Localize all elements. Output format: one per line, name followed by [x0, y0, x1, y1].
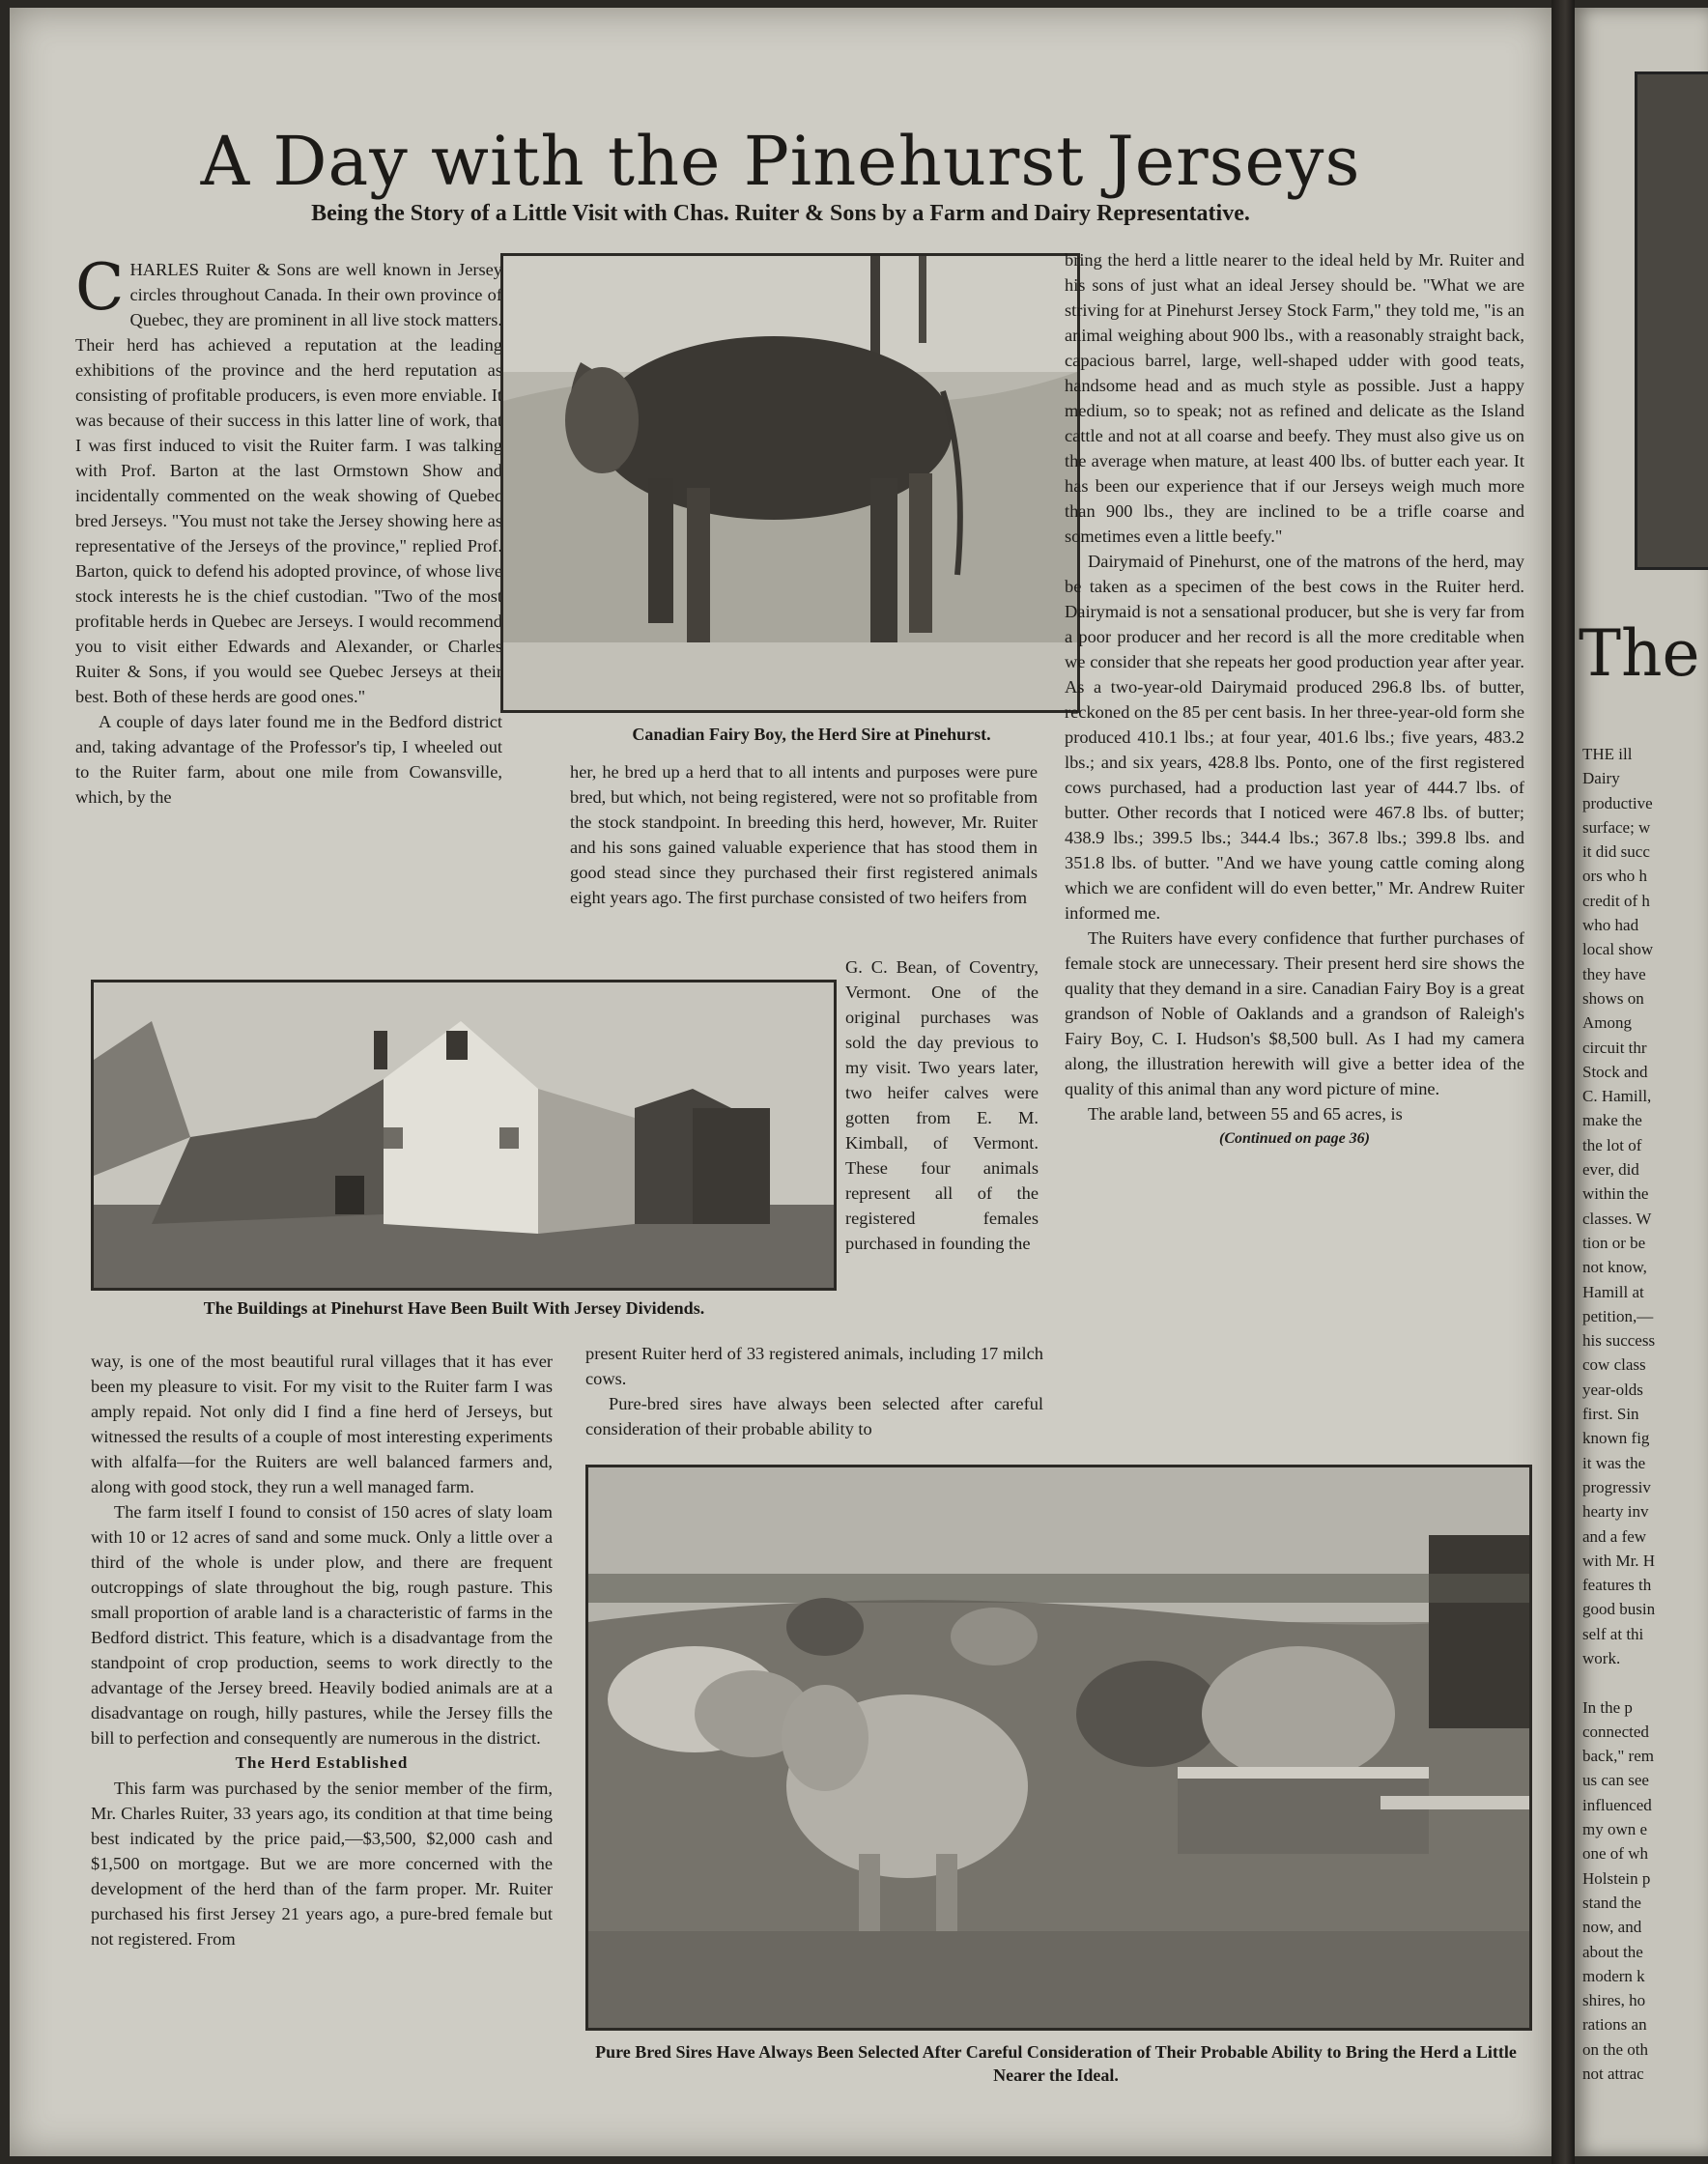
- adjacent-text-line: C. Hamill,: [1582, 1087, 1652, 1106]
- adjacent-text-line: and a few: [1582, 1526, 1647, 1546]
- adjacent-text-line: features th: [1582, 1576, 1652, 1595]
- adjacent-text-line: my own e: [1582, 1820, 1648, 1839]
- adjacent-text-line: one of wh: [1582, 1844, 1648, 1864]
- paragraph: Pure-bred sires have always been selected after careful consideration of their probable ability to: [585, 1394, 1043, 1438]
- column-2-top: [570, 759, 1038, 910]
- adjacent-text-line: within the: [1582, 1184, 1649, 1204]
- adjacent-text-line: petition,—: [1582, 1306, 1654, 1325]
- adjacent-text-line: stand the: [1582, 1893, 1641, 1912]
- adjacent-text-line: local show: [1582, 940, 1654, 959]
- adjacent-text-line: first. Sin: [1582, 1405, 1639, 1424]
- column-1-top: [75, 250, 502, 810]
- adjacent-text-line: classes. W: [1582, 1209, 1652, 1228]
- adjacent-text-line: about the: [1582, 1942, 1643, 1961]
- adjacent-page: [1575, 8, 1708, 2156]
- adjacent-photo: [1635, 71, 1708, 570]
- paragraph: Dairymaid of Pinehurst, one of the matrons of the herd, may be taken as a specimen of the best cows in the Ruiter herd. Dairymaid is not a sensational producer, but she is very far from a poor producer and her record is all the more creditable when we consider that she repeats her good production year after year. As a two-year-old Dairymaid produced 296.8 lbs. of butter, reckoned on the 85 per cent basis. In her three-year-old form she produced 410.1 lbs.; at four year, 401.6 lbs.; five years, 483.2 lbs.; and six years, 428.8 lbs. Ponto, one of the first registered cows purchased, had a production last year of 444.7 lbs. of butter. Other records that I noticed were 467.8 lbs. of butter; 438.9 lbs.; 399.5 lbs.; 344.4 lbs.; 367.8 lbs.; 399.8 lbs. and 351.8 lbs. of butter. "And we have young cattle coming along which we are confident will do even better," Mr. Andrew Ruiter informed me.: [1065, 552, 1524, 923]
- adjacent-text-line: credit of h: [1582, 891, 1650, 910]
- adjacent-text-line: shows on: [1582, 988, 1644, 1008]
- caption-herd: Pure Bred Sires Have Always Been Selected After Careful Consideration of Their Probable Ability to Bring the Herd a Little Nearer the Ideal.: [595, 2042, 1517, 2085]
- bull-illustration: [503, 256, 1077, 710]
- section-heading: The Herd Established: [235, 1753, 409, 1772]
- adjacent-text-line: now, and: [1582, 1918, 1642, 1937]
- adjacent-text-line: cow class: [1582, 1355, 1646, 1375]
- adjacent-text-line: tion or be: [1582, 1233, 1646, 1252]
- adjacent-text-line: with Mr. H: [1582, 1551, 1656, 1570]
- adjacent-text-line: they have: [1582, 964, 1646, 983]
- paragraph: way, is one of the most beautiful rural villages that it has ever been my pleasure to visit. For my visit to the Ruiter farm I was amply repaid. Not only did I find a fine herd of Jerseys, but witnessed the results of a couple of most interesting experiments with alfalfa—for the Ruiters are well balanced farmers and, along with good stock, they run a well managed farm.: [91, 1352, 553, 1496]
- adjacent-text-line: rations an: [1582, 2015, 1647, 2035]
- adjacent-text-line: THE ill: [1582, 745, 1633, 763]
- adjacent-text-line: connected: [1582, 1722, 1649, 1741]
- adjacent-text-line: it was the: [1582, 1453, 1646, 1472]
- newspaper-page: [10, 8, 1551, 2156]
- adjacent-text-line: [1582, 1670, 1708, 1694]
- adjacent-text-line: shires, ho: [1582, 1991, 1646, 2010]
- adjacent-text-line: not attrac: [1582, 2064, 1644, 2084]
- adjacent-text-line: known fig: [1582, 1429, 1650, 1448]
- herd-illustration: [588, 1467, 1529, 2028]
- adjacent-text-line: us can see: [1582, 1771, 1649, 1790]
- column-2-narrow: [845, 954, 1039, 1256]
- adjacent-text-line: not know,: [1582, 1258, 1647, 1277]
- adjacent-text-line: surface; w: [1582, 817, 1651, 837]
- adjacent-text-line: his success: [1582, 1331, 1656, 1351]
- photo-herd-sire: [500, 253, 1080, 713]
- adjacent-text-line: Stock and: [1582, 1062, 1648, 1081]
- adjacent-text-line: Among: [1582, 1013, 1632, 1033]
- column-2-middle: [585, 1341, 1043, 1441]
- adjacent-text-line: back," rem: [1582, 1747, 1654, 1766]
- adjacent-text-line: year-olds: [1582, 1380, 1643, 1399]
- drop-cap: C: [75, 250, 125, 325]
- photo-buildings: [91, 980, 837, 1291]
- paragraph: HARLES Ruiter & Sons are well known in Jersey circles throughout Canada. In their own province of Quebec, they are prominent in all live stock matters. Their herd has achieved a reputation at the leading exhibitions of the province and the herd reputation as consisting of profitable producers, is even more enviable. It was because of their success in this latter line of work, that I was first induced to visit the Ruiter farm. I was talking with Prof. Barton at the last Ormstown Show and incidentally commented on the weak showing of Quebec bred Jerseys. "You must not take the Jersey showing here as representative of the Jerseys of the province," replied Prof. Barton, quick to defend his adopted province, of whose live stock interests he is the chief custodian. "Two of the most profitable herds in Quebec are Jerseys. I would recommend you to visit either Edwards and Alexander, or Charles Ruiter & Sons, if you would see Quebec Jerseys at their best. Both of these herds are good ones.": [75, 260, 502, 706]
- paragraph: The arable land, between 55 and 65 acres, is: [1088, 1104, 1403, 1124]
- paragraph: G. C. Bean, of Coventry, Vermont. One of the original purchases was sold the day previous to my visit. Two years later, two heifer calves were gotten from E. M. Kimball, of Vermont. These four animals represent all of the registered females purchased in founding the: [845, 957, 1039, 1253]
- adjacent-text-line: ever, did: [1582, 1160, 1639, 1180]
- adjacent-text-line: make the: [1582, 1111, 1642, 1130]
- caption-buildings: The Buildings at Pinehurst Have Been Built With Jersey Dividends.: [203, 1298, 705, 1318]
- page-gutter: [1551, 0, 1575, 2164]
- paragraph: bring the herd a little nearer to the ideal held by Mr. Ruiter and his sons of just what an ideal Jersey should be. "What we are striving for at Pinehurst Jersey Stock Farm," they told me, "is an animal weighing about 900 lbs., with a reasonably straight back, capacious barrel, large, well-shaped udder with good teats, handsome head and as much style as possible. Just a happy medium, so to speak; not as refined and delicate as the Island cattle and not at all coarse and beefy. They must also give us on the average when mature, at least 400 lbs. of butter each year. It has been our experience that if our Jerseys weigh much more than 900 lbs., they are inclined to be a trifle coarse and sometimes even a little beefy.": [1065, 250, 1524, 546]
- adjacent-text-line: ors who h: [1582, 867, 1648, 886]
- photo-herd: [585, 1465, 1532, 2031]
- subheadline: Being the Story of a Little Visit with Chas. Ruiter & Sons by a Farm and Dairy Representative.: [311, 201, 1250, 226]
- caption-herd-sire: Canadian Fairy Boy, the Herd Sire at Pinehurst.: [632, 725, 991, 744]
- adjacent-text-line: circuit thr: [1582, 1038, 1647, 1057]
- adjacent-text-line: modern k: [1582, 1966, 1645, 1985]
- adjacent-title: The: [1579, 616, 1700, 691]
- adjacent-text-line: progressiv: [1582, 1477, 1651, 1496]
- adjacent-text-column: [1582, 742, 1708, 2086]
- paragraph: The farm itself I found to consist of 150 acres of slaty loam with 10 or 12 acres of sand and some muck. Only a little over a third of the whole is under plow, and there are frequent outcroppings of slate throughout the big, rough pasture. This small proportion of arable land is a characteristic of farms in the Bedford district. This feature, which is a disadvantage from the standpoint of crop production, seems to work directly to the advantage of the Jersey breed. Heavily bodied animals are at a disadvantage on rough, hilly pastures, while the Jersey fills the bill to perfection and consequently are numerous in the district.: [91, 1502, 553, 1748]
- column-3: [1065, 247, 1524, 1152]
- paragraph: A couple of days later found me in the Bedford district and, taking advantage of the Professor's tip, I wheeled out to the Ruiter farm, about one mile from Cowansville, which, by the: [75, 712, 502, 807]
- adjacent-text-line: on the oth: [1582, 2039, 1648, 2059]
- buildings-illustration: [94, 982, 834, 1288]
- adjacent-text-line: In the p: [1582, 1697, 1633, 1717]
- adjacent-text-line: influenced: [1582, 1795, 1652, 1814]
- paragraph: The Ruiters have every confidence that further purchases of female stock are unnecessary. Their present herd sire shows the quality that they demand in a sire. Canadian Fairy Boy is a great grandson of Noble of Oaklands and a grandson of Raleigh's Fairy Boy, C. I. Hudson's $8,500 bull. As I had my camera along, the illustration herewith will give a better idea of the quality of this animal than any word picture of mine.: [1065, 928, 1524, 1098]
- paragraph: present Ruiter herd of 33 registered animals, including 17 milch cows.: [585, 1344, 1043, 1388]
- adjacent-text-line: self at thi: [1582, 1624, 1644, 1643]
- paragraph: This farm was purchased by the senior member of the firm, Mr. Charles Ruiter, 33 years ago, its condition at that time being best indicated by the price paid,—$3,500, $2,000 cash and $1,500 on mortgage. But we are more concerned with the development of the herd than of the farm proper. Mr. Ruiter purchased his first Jersey 21 years ago, a pure-bred female but not registered. From: [91, 1779, 553, 1949]
- adjacent-text-line: who had: [1582, 916, 1639, 935]
- adjacent-text-line: Hamill at: [1582, 1282, 1644, 1301]
- continued-note: (Continued on page 36): [1218, 1130, 1370, 1147]
- column-1-bottom: [91, 1349, 553, 1951]
- adjacent-text-line: work.: [1582, 1648, 1621, 1667]
- adjacent-text-line: productive: [1582, 793, 1653, 812]
- adjacent-text-line: it did succ: [1582, 842, 1650, 862]
- adjacent-text-line: good busin: [1582, 1600, 1656, 1619]
- adjacent-text-line: the lot of: [1582, 1135, 1642, 1154]
- paragraph: her, he bred up a herd that to all intents and purposes were pure bred, but which, not being registered, were not so profitable from the stock standpoint. In breeding this herd, however, Mr. Ruiter and his sons gained valuable experience that has stood them in good stead since they purchased their first registered animals eight years ago. The first purchase consisted of two heifers from: [570, 762, 1038, 907]
- headline: A Day with the Pinehurst Jerseys: [200, 122, 1361, 201]
- adjacent-text-line: Dairy: [1582, 769, 1620, 788]
- adjacent-text-line: Holstein p: [1582, 1868, 1651, 1888]
- adjacent-text-line: hearty inv: [1582, 1502, 1649, 1522]
